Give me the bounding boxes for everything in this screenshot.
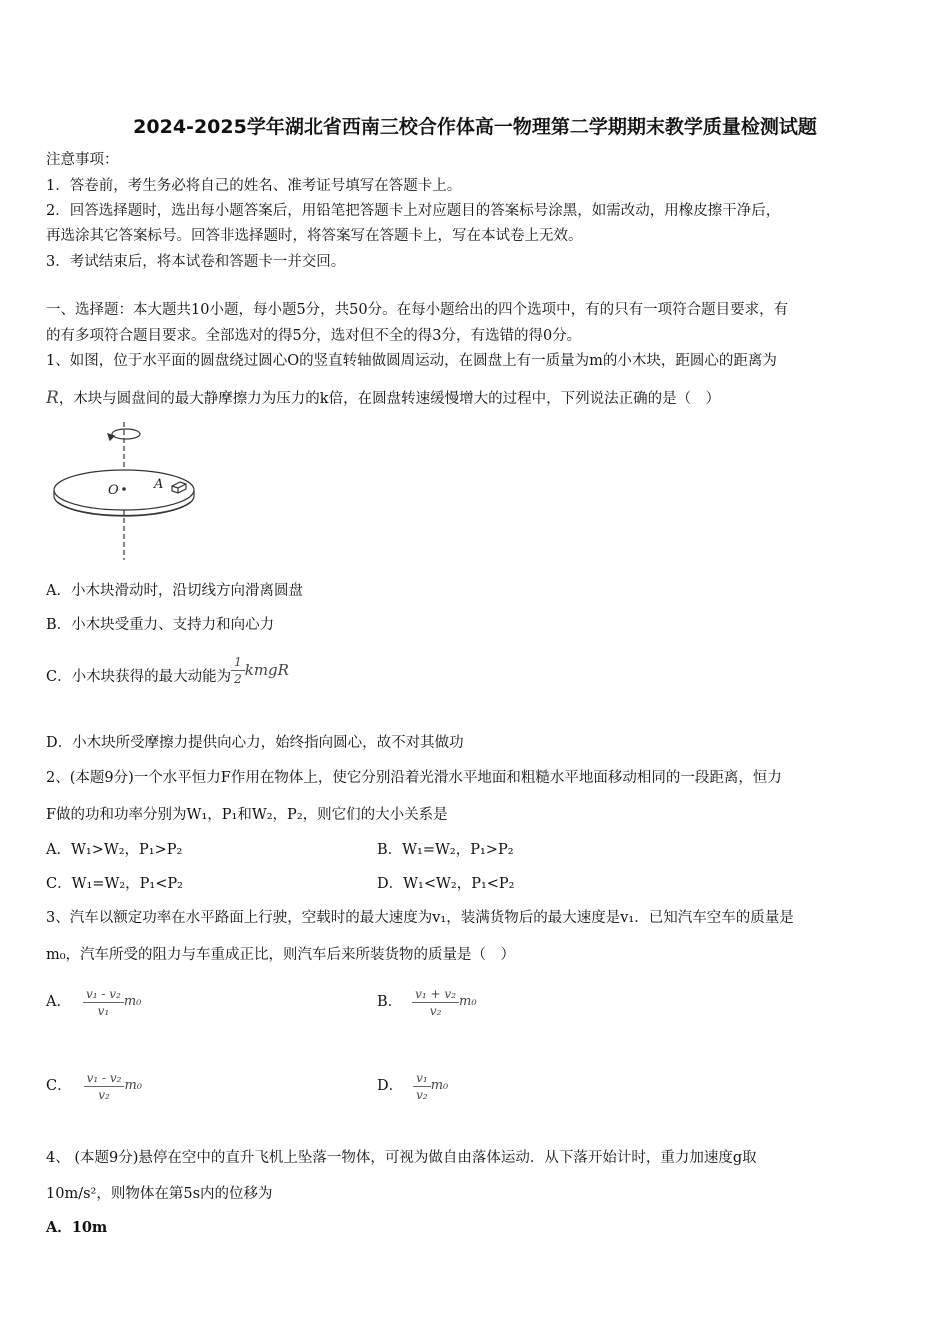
notice-heading: 注意事项：: [46, 152, 119, 168]
section1-intro-1: 一、选择题：本大题共10小题，每小题5分，共50分。在每小题给出的四个选项中，有的只有一项符合题目要求，有: [46, 302, 789, 318]
q3-option-c: [46, 1066, 142, 1106]
notice-item-2: 2．回答选择题时，选出每小题答案后，用铅笔把答题卡上对应题目的答案标号涂黑，如需改动，用橡皮擦干净后，: [46, 203, 781, 219]
q2-option-b: B．W₁=W₂，P₁>P₂: [377, 842, 514, 858]
q1-r-symbol: R: [46, 388, 59, 408]
q3-a-den: v₁: [97, 1003, 110, 1018]
q4-option-a: A．10m: [46, 1219, 108, 1236]
q3-c-num: v₁ - v₂: [84, 1070, 125, 1087]
q3-stem-1: 3、汽车以额定功率在水平路面上行驶，空载时的最大速度为v₁，装满货物后的最大速度是v₁．已知汽车空车的质量是: [46, 910, 794, 926]
q1-option-a: A．小木块滑动时，沿切线方向滑离圆盘: [46, 583, 303, 599]
q3-b-num: v₁ + v₂: [412, 986, 459, 1003]
q3-option-d-label: D．: [377, 1078, 404, 1094]
q1-option-b: B．小木块受重力、支持力和向心力: [46, 617, 275, 633]
q3-d-num: v₁: [413, 1070, 431, 1087]
q3-option-c-fraction: [84, 1070, 125, 1103]
q3-option-a-fraction: [83, 986, 124, 1019]
q1-option-c-fraction: [231, 654, 245, 687]
q1-stem-1: 1、如图，位于水平面的圆盘绕过圆心O的竖直转轴做圆周运动，在圆盘上有一质量为m的小木块，距圆心的距离为: [46, 353, 777, 369]
q3-option-b-fraction: [412, 986, 459, 1019]
q2-stem-1: 2、(本题9分)一个水平恒力F作用在物体上，使它分别沿着光滑水平地面和粗糙水平地面移动相同的一段距离，恒力: [46, 770, 782, 786]
q1-option-c-expr: kmgR: [244, 661, 289, 679]
q3-option-a-m: m₀: [123, 994, 142, 1009]
page-title: 2024-2025学年湖北省西南三校合作体高一物理第二学期期末教学质量检测试题: [133, 116, 817, 138]
q2-option-a: A．W₁>W₂，P₁>P₂: [46, 842, 183, 858]
q3-d-den: v₂: [416, 1087, 428, 1102]
q2-option-c: C．W₁=W₂，P₁<P₂: [46, 876, 183, 892]
q3-option-d-m: m₀: [430, 1078, 449, 1093]
block-label: A: [154, 477, 164, 492]
section1-intro-2: 的有多项符合题目要求。全部选对的得5分，选对但不全的得3分，有选错的得0分。: [46, 328, 582, 344]
q3-stem-2: m₀，汽车所受的阻力与车重成正比，则汽车后来所装货物的质量是（ ）: [46, 947, 516, 963]
notice-item-1: 1．答卷前，考生务必将自己的姓名、准考证号填写在答题卡上。: [46, 178, 462, 194]
q1-option-c-text: C．小木块获得的最大动能为: [46, 669, 232, 685]
q3-option-c-label: C．: [46, 1078, 72, 1094]
disk-figure: [48, 420, 208, 565]
rotation-arrow-icon: [112, 429, 140, 439]
q4-stem-1: 4、 (本题9分)悬停在空中的直升飞机上坠落一物体，可视为做自由落体运动．从下落开始计时，重力加速度g取: [46, 1150, 757, 1166]
q1-stem-2-text: ，木块与圆盘间的最大静摩擦力为压力的k倍，在圆盘转速缓慢增大的过程中，下列说法正确的是（ ）: [58, 391, 721, 407]
notice-item-3: 3．考试结束后，将本试卷和答题卡一并交回。: [46, 254, 346, 270]
q1-frac-den: 2: [234, 672, 242, 686]
q4-stem-2: 10m/s²，则物体在第5s内的位移为: [46, 1186, 273, 1202]
q2-stem-2: F做的功和功率分别为W₁，P₁和W₂，P₂，则它们的大小关系是: [46, 807, 448, 823]
q3-option-d: [377, 1066, 448, 1106]
center-label: O: [108, 483, 119, 498]
q3-b-den: v₂: [429, 1003, 442, 1018]
q1-stem-2: [46, 388, 908, 409]
q2-option-d: D．W₁<W₂，P₁<P₂: [377, 876, 515, 892]
q1-option-d: D．小木块所受摩擦力提供向心力，始终指向圆心，故不对其做功: [46, 735, 464, 751]
q3-c-den: v₂: [98, 1087, 110, 1102]
q3-option-a-label: A．: [46, 994, 71, 1010]
q3-option-d-fraction: [413, 1070, 431, 1103]
q1-option-c: [46, 650, 908, 697]
q3-a-num: v₁ - v₂: [83, 986, 124, 1003]
q3-option-b: [377, 982, 477, 1022]
notice-item-2-cont: 再选涂其它答案标号。回答非选择题时，将答案写在答题卡上，写在本试卷上无效。: [46, 228, 583, 244]
q3-option-a: [46, 982, 141, 1022]
q3-option-b-m: m₀: [459, 994, 477, 1009]
q1-frac-num: 1: [231, 654, 245, 671]
q3-option-c-m: m₀: [124, 1078, 143, 1093]
q3-option-b-label: B．: [377, 994, 403, 1010]
